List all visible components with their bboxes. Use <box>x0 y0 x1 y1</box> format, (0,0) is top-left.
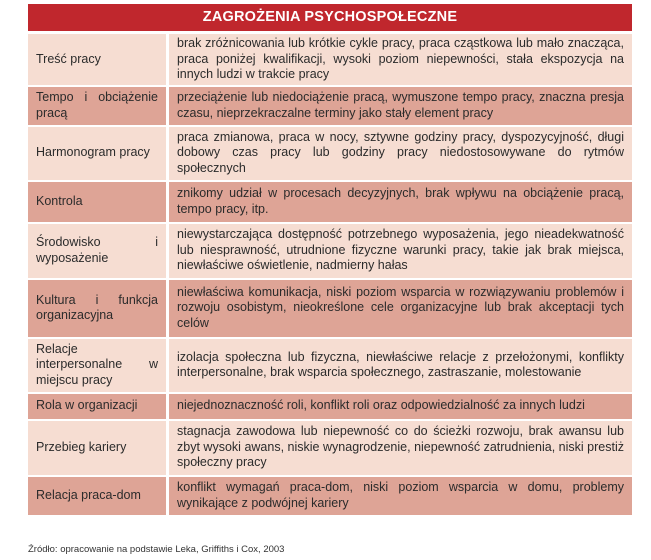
row-description: przeciążenie lub niedociążenie pracą, wymuszone tempo pracy, znaczna presja czasu, nieprzekraczalne terminy jako stały element pracy <box>168 86 633 126</box>
table-row <box>28 279 632 338</box>
row-description: niewłaściwa komunikacja, niski poziom wsparcia w rozwiązywaniu problemów i rozwoju osobistym, nieokreślone cele organizacyjne lub brak akceptacji tych celów <box>168 279 633 338</box>
row-description: stagnacja zawodowa lub niepewność co do ścieżki rozwoju, brak awansu lub zbyt wysoki awans, niskie wynagrodzenie, niepewność zatrudnienia, niski prestiż społeczny pracy <box>168 420 633 476</box>
row-category: Kontrola <box>28 181 168 223</box>
row-category: Środowisko i wyposażenie <box>28 223 168 279</box>
row-category: Przebieg kariery <box>28 420 168 476</box>
table-row <box>28 393 632 420</box>
row-category: Relacja praca-dom <box>28 476 168 516</box>
row-category: Tempo i obciążenie pracą <box>28 86 168 126</box>
row-category: Relacje interpersonalne w miejscu pracy <box>28 338 168 393</box>
row-description: niewystarczająca dostępność potrzebnego wyposażenia, jego nieadekwatność lub niesprawność, utrudnione fizyczne warunki pracy, takie jak brak miejsca, niewłaściwe oświetlenie, nadmierny hałas <box>168 223 633 279</box>
row-description: znikomy udział w procesach decyzyjnych, brak wpływu na obciążenie pracą, tempo pracy, itp. <box>168 181 633 223</box>
row-category: Treść pracy <box>28 33 168 86</box>
table-row <box>28 476 632 516</box>
row-description: niejednoznaczność roli, konflikt roli oraz odpowiedzialność za innych ludzi <box>168 393 633 420</box>
table-row <box>28 33 632 86</box>
row-category: Kultura i funkcja organizacyjna <box>28 279 168 338</box>
table-row <box>28 86 632 126</box>
hazards-table-container <box>28 4 632 517</box>
row-category: Harmonogram pracy <box>28 126 168 181</box>
row-category: Rola w organizacji <box>28 393 168 420</box>
source-note: Źródło: opracowanie na podstawie Leka, Griffiths i Cox, 2003 <box>28 544 285 555</box>
table-row <box>28 126 632 181</box>
row-description: brak zróżnicowania lub krótkie cykle pracy, praca cząstkowa lub mało znacząca, praca poniżej kwalifikacji, wysoki poziom niepewności, stała ekspozycja na innych ludzi w trakcie pracy <box>168 33 633 86</box>
row-description: izolacja społeczna lub fizyczna, niewłaściwe relacje z przełożonymi, konflikty interpersonalne, brak wsparcia społecznego, zastraszanie, molestowanie <box>168 338 633 393</box>
table-row <box>28 338 632 393</box>
table-row <box>28 181 632 223</box>
table-title: ZAGROŻENIA PSYCHOSPOŁECZNE <box>28 4 632 31</box>
table-row <box>28 420 632 476</box>
table-row <box>28 223 632 279</box>
row-description: konflikt wymagań praca-dom, niski poziom wsparcia w domu, problemy wynikające z podwójnej kariery <box>168 476 633 516</box>
row-description: praca zmianowa, praca w nocy, sztywne godziny pracy, dyspozycyjność, długi dobowy czas pracy lub godziny pracy niedostosowywane do rytmów społecznych <box>168 126 633 181</box>
hazards-table <box>28 31 632 517</box>
